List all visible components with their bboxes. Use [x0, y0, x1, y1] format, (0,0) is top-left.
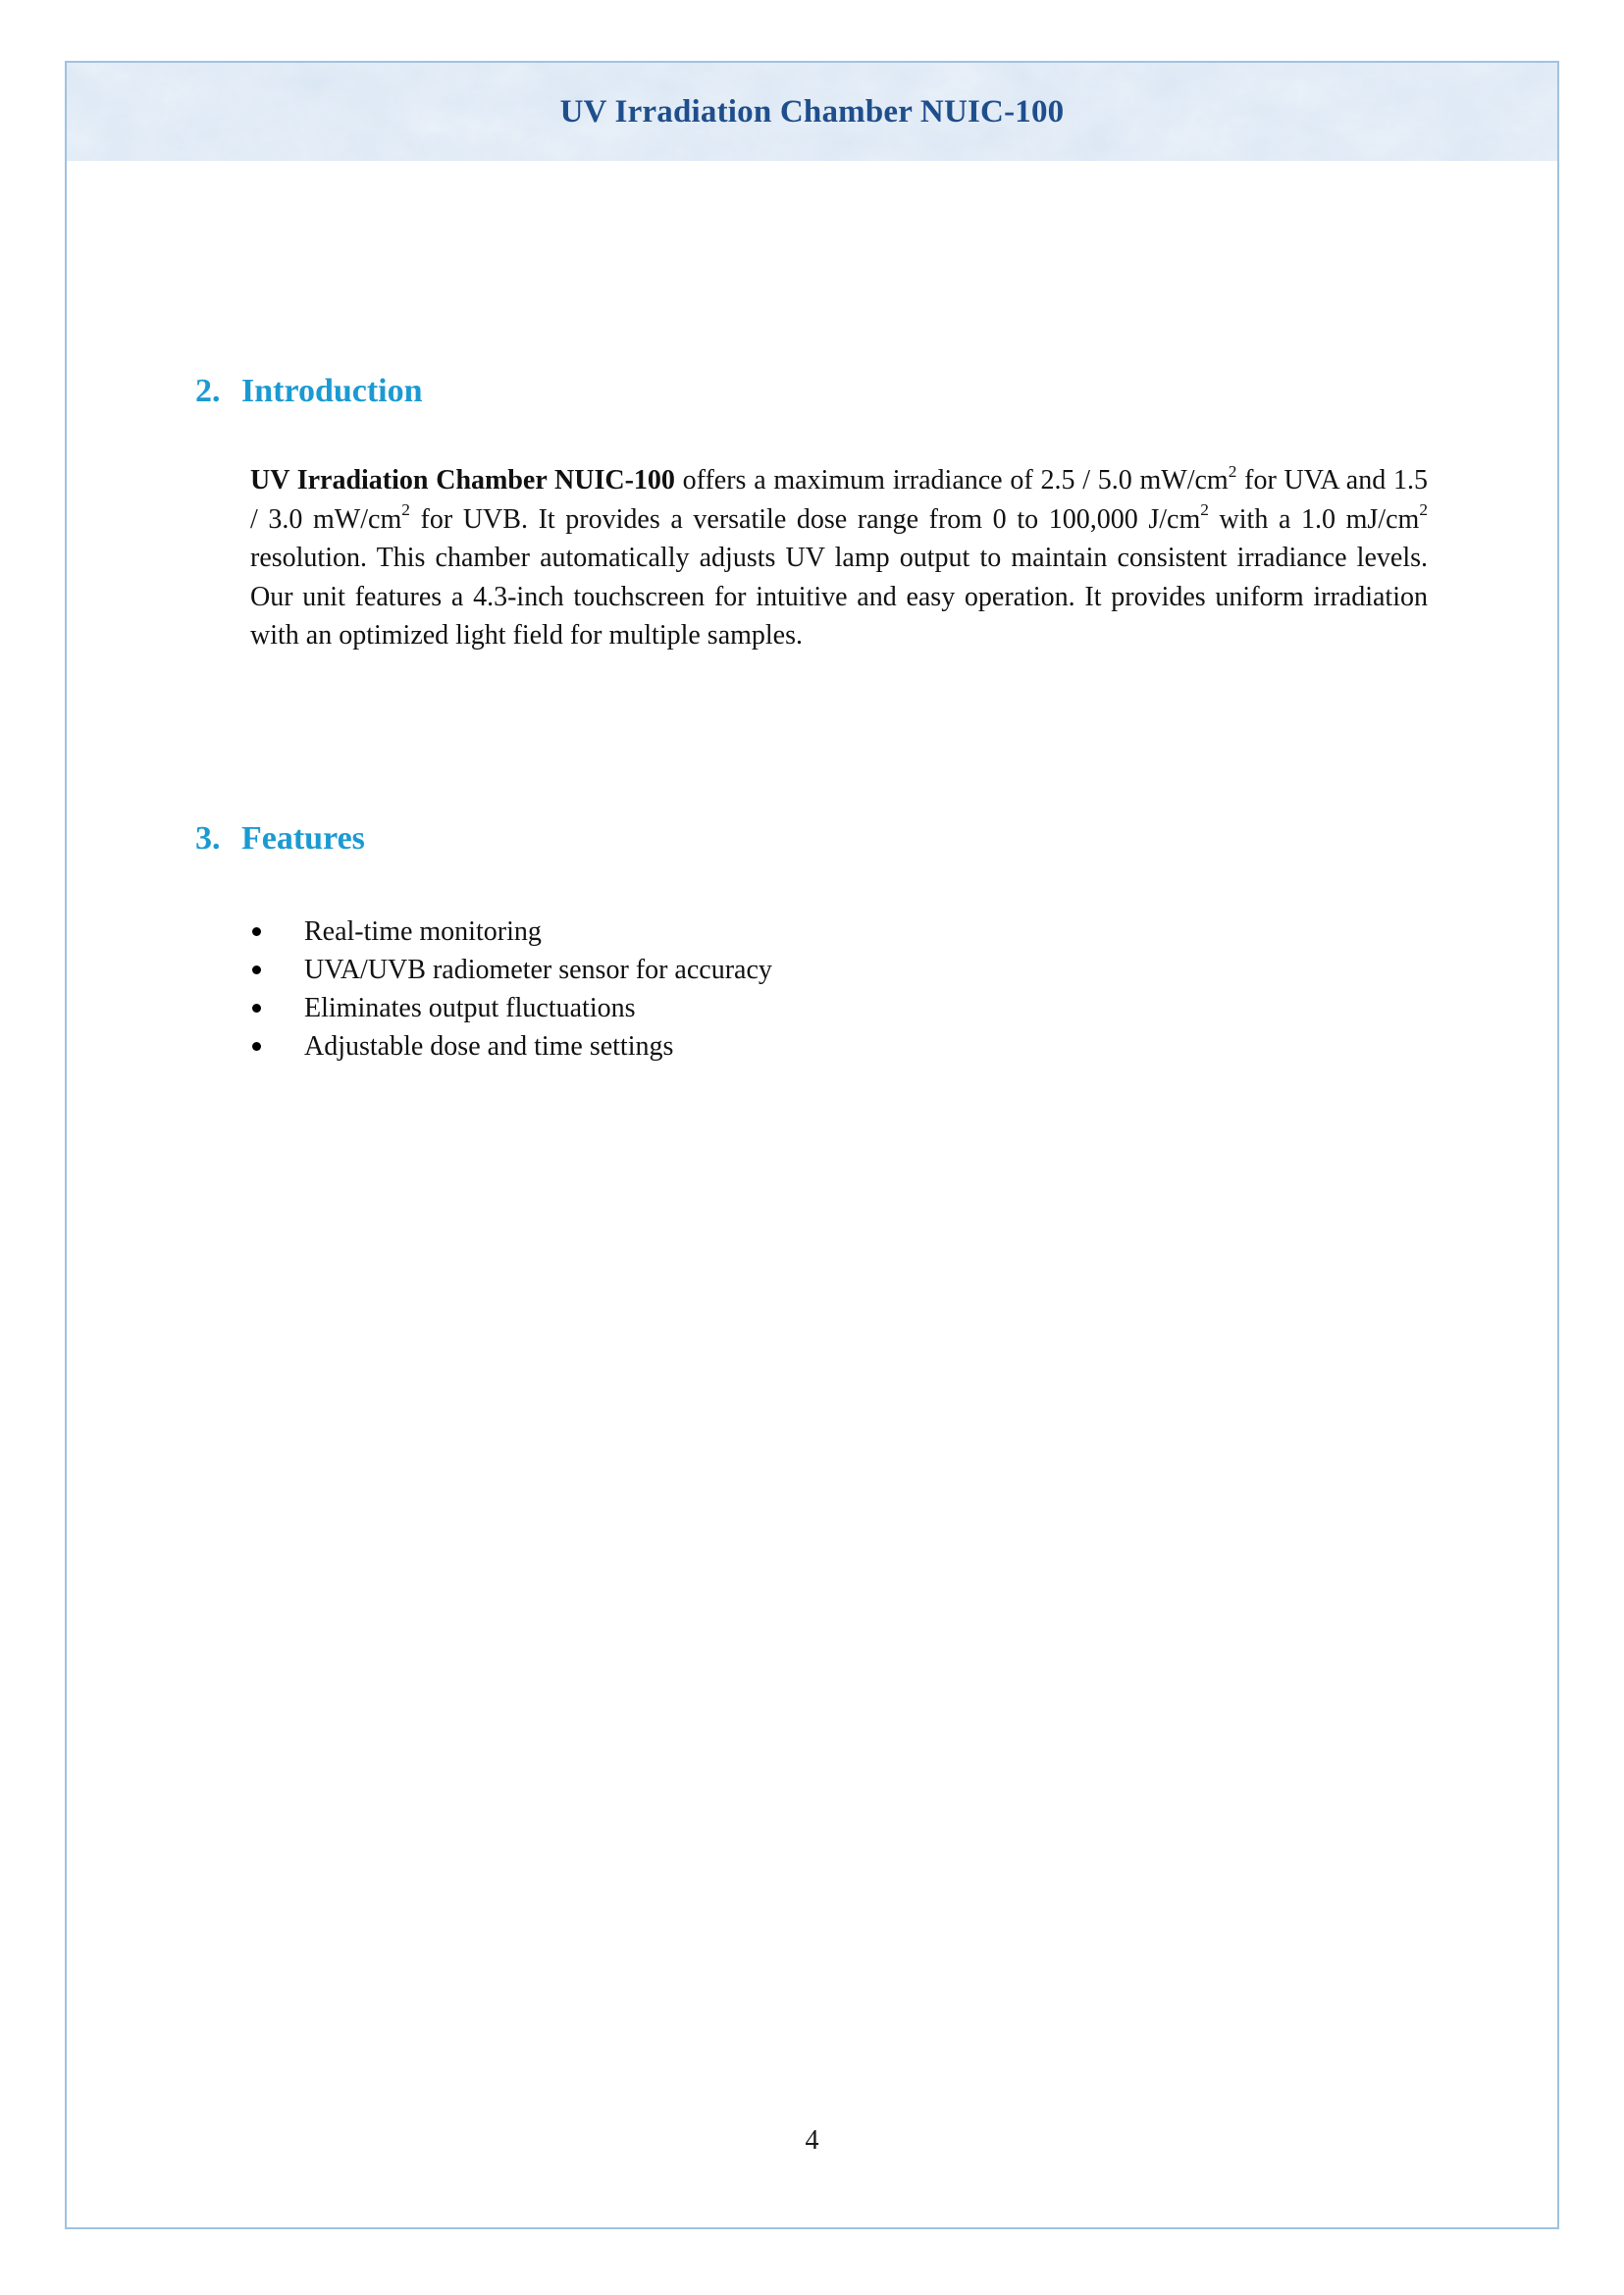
- bullet-icon: [252, 927, 261, 936]
- section-heading-introduction: [195, 373, 423, 410]
- list-item: [250, 951, 1379, 989]
- header-banner: [67, 63, 1557, 161]
- list-item-label: Real-time monitoring: [304, 916, 542, 947]
- intro-paragraph: [250, 461, 1428, 655]
- superscript: 2: [401, 500, 410, 520]
- list-item-label: UVA/UVB radiometer sensor for accuracy: [304, 955, 772, 985]
- title-wrap: [67, 63, 1557, 161]
- paragraph-text: for UVA and 1.5 / 3.0 mW/cm: [250, 465, 1428, 535]
- content-frame: [65, 61, 1559, 2229]
- section-number: 2.: [195, 373, 221, 409]
- section-title: Features: [241, 820, 365, 857]
- page-number: 4: [805, 2125, 819, 2156]
- superscript: 2: [1228, 461, 1237, 481]
- list-item: [250, 989, 1379, 1027]
- bullet-icon: [252, 965, 261, 974]
- list-item-label: Eliminates output fluctuations: [304, 993, 636, 1023]
- section-heading-features: [195, 820, 365, 858]
- superscript: 2: [1200, 500, 1209, 520]
- list-item: [250, 1027, 1379, 1066]
- paragraph-text: with a 1.0 mJ/cm: [1208, 503, 1420, 535]
- paragraph-text: resolution. This chamber automatically adjusts UV lamp output to maintain consistent irradiance levels. Our unit features a 4.3-inch touchscreen for intuitive and easy operation. It provides uniform irradiation with an optimized light field for multiple samples.: [250, 543, 1428, 651]
- bullet-icon: [252, 1004, 261, 1013]
- features-list: [250, 913, 1379, 1066]
- superscript: 2: [1419, 500, 1428, 520]
- section-number: 3.: [195, 820, 221, 857]
- paragraph-bold-lead: UV Irradiation Chamber NUIC-100: [250, 465, 675, 496]
- list-item: [250, 913, 1379, 951]
- bullet-icon: [252, 1042, 261, 1051]
- document-title: UV Irradiation Chamber NUIC-100: [559, 93, 1065, 130]
- paragraph-text: for UVB. It provides a versatile dose range from 0 to 100,000 J/cm: [409, 503, 1201, 535]
- paragraph-text: offers a maximum irradiance of 2.5 / 5.0 mW/cm: [674, 465, 1229, 496]
- section-title: Introduction: [241, 373, 423, 409]
- list-item-label: Adjustable dose and time settings: [304, 1031, 674, 1062]
